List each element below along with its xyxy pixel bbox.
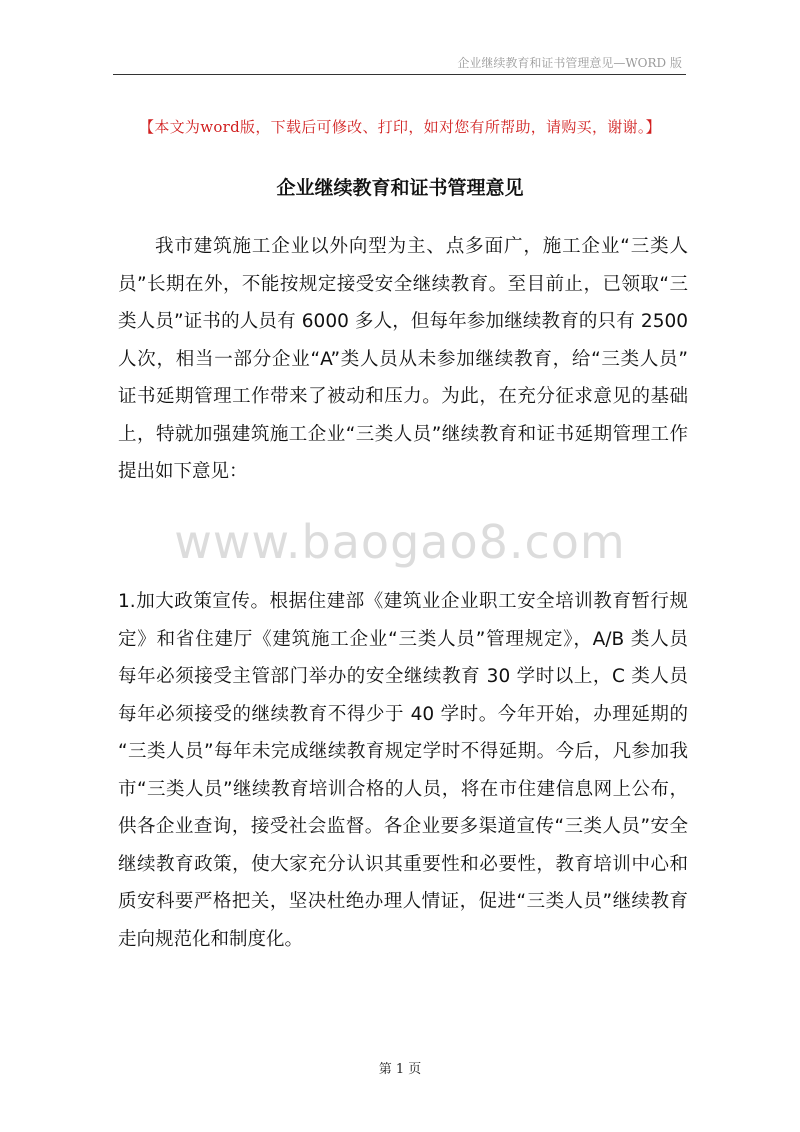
text-line: 类人员”证书的人员有 6000 多人，但每年参加继续教育的只有 2500	[118, 311, 688, 332]
text-line: “三类人员”每年未完成继续教育规定学时不得延期。今后，凡参加我	[118, 741, 688, 762]
text-line: 提出如下意见：	[118, 461, 248, 482]
paragraph-policy	[118, 583, 688, 958]
text-line: 1.加大政策宣传。根据住建部《建筑业企业职工安全培训教育暂行规	[118, 591, 688, 612]
text-line: 人次，相当一部分企业“A”类人员从未参加继续教育，给“三类人员”	[118, 348, 688, 370]
purchase-notice: 【本文为word版，下载后可修改、打印，如对您有所帮助，请购买，谢谢。】	[139, 118, 661, 136]
text-line: 员”长期在外，不能按规定接受安全继续教育。至目前止，已领取“三	[118, 273, 688, 295]
text-line: 证书延期管理工作带来了被动和压力。为此，在充分征求意见的基础	[118, 386, 688, 407]
paragraph-intro	[118, 228, 688, 491]
text-line: 我市建筑施工企业以外向型为主、点多面广，施工企业“三类人	[155, 236, 688, 257]
watermark: www.baogao8.com	[174, 515, 626, 569]
text-line: 每年必须接受的继续教育不得少于 40 学时。今年开始，办理延期的	[118, 703, 688, 725]
text-line: 供各企业查询，接受社会监督。各企业要多渠道宣传“三类人员”安全	[118, 816, 688, 837]
document-title: 企业继续教育和证书管理意见	[276, 177, 524, 199]
text-line: 定》和省住建厅《建筑施工企业“三类人员”管理规定》，A/B 类人员	[118, 628, 688, 650]
text-line: 上，特就加强建筑施工企业“三类人员”继续教育和证书延期管理工作	[118, 423, 688, 445]
page-number: 第 1 页	[378, 1062, 422, 1077]
text-line: 质安科要严格把关，坚决杜绝办理人情证，促进“三类人员”继续教育	[118, 891, 688, 912]
running-header: 企业继续教育和证书管理意见—WORD 版	[457, 56, 682, 70]
text-line: 继续教育政策，使大家充分认识其重要性和必要性，教育培训中心和	[118, 853, 688, 875]
text-line: 走向规范化和制度化。	[118, 928, 304, 950]
text-line: 每年必须接受主管部门举办的安全继续教育 30 学时以上，C 类人员	[118, 666, 688, 687]
text-line: 市“三类人员”继续教育培训合格的人员，将在市住建信息网上公布，	[118, 778, 688, 800]
header-divider	[113, 74, 686, 75]
